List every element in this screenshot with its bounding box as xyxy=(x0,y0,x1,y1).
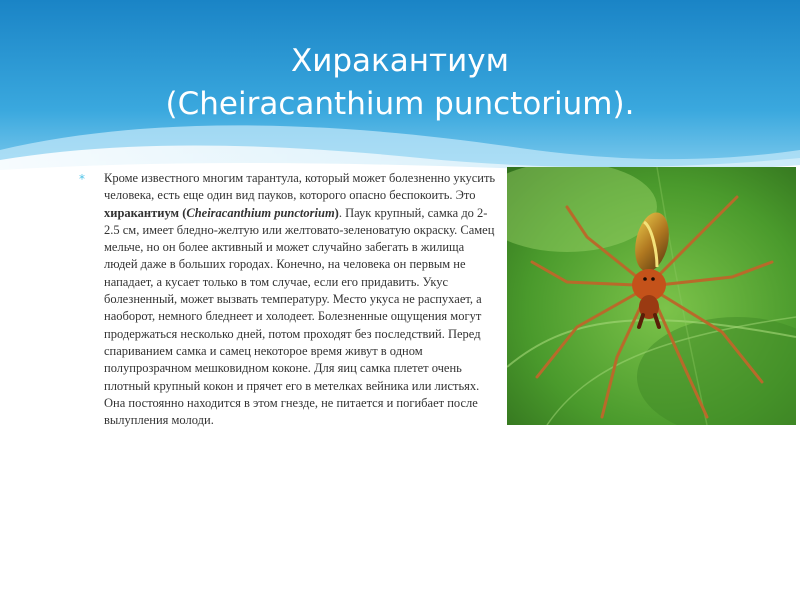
latin-open-paren: ( xyxy=(182,205,187,220)
latin-name: Cheiracanthium punctorium xyxy=(186,205,335,220)
spider-photo xyxy=(507,167,796,425)
body-text-part-1: Кроме известного многим тарантула, который может болезненно укусить человека, есть еще один вид пауков, которого опасно беспокоить. Это xyxy=(104,171,496,203)
title-line-2: (Cheiracanthium punctorium). xyxy=(165,86,635,122)
body-text xyxy=(104,170,499,429)
species-name: хиракантиум xyxy=(104,205,180,220)
latin-close-paren: ) xyxy=(334,205,339,220)
body-text-part-3: . Паук крупный, самка до 2-2.5 см, имеет бледно-желтую или желтовато-зеленоватую окраску. Самец мельче, но он более активный и может случайно забегать в жилища людей даже в больших городах. Конечно, на человека он первым не нападает, а кусает только в том случае, если его придавить. Укус болезненный, может вызвать температуру. Место укуса не распухает, а наоборот, немного бледнеет и холодеет. Болезненные ощущения могут продержаться несколько дней, потом проходят без последствий. Перед спариванием самка и самец некоторое время живут в одном полупрозрачном мешковидном коконе. Для яиц самка плетет очень плотный крупный кокон и прячет его в метелках вейника или листьях. Она постоянно находится в этом гнезде, не питается и погибает после вылупления молоди. xyxy=(104,205,495,428)
slide-title xyxy=(100,40,700,126)
bullet-marker: * xyxy=(79,172,85,186)
title-line-1: Хиракантиум xyxy=(291,43,509,79)
